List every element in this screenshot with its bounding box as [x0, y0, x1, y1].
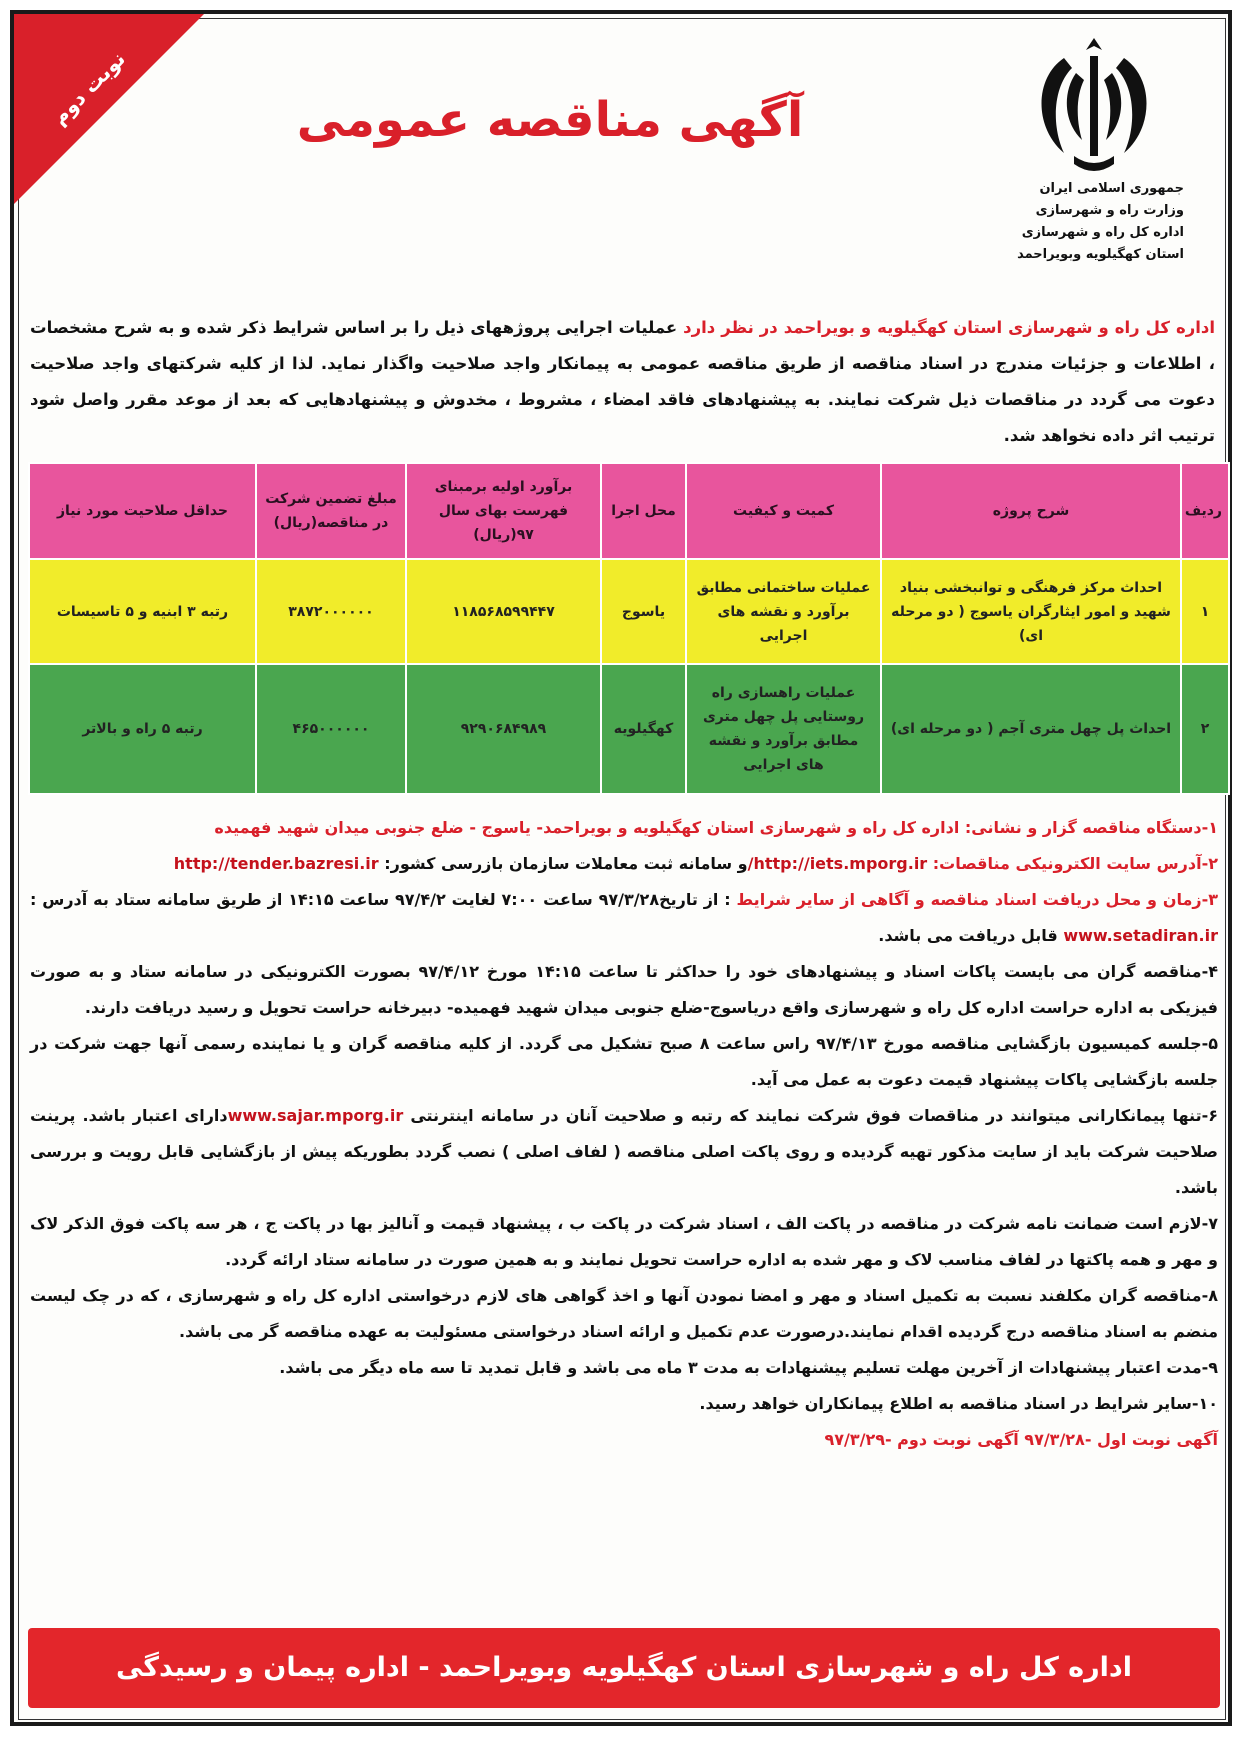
round-badge-label: نوبت دوم — [47, 46, 130, 130]
item-3-text: : از تاریخ۹۷/۳/۲۸ ساعت ۷:۰۰ لغایت ۹۷/۴/۲ ساعت ۱۴:۱۵ از طریق سامانه ستاد به آدرس : — [30, 890, 737, 909]
cell-description: احداث پل چهل متری آجم ( دو مرحله ای) — [881, 664, 1181, 794]
page-title: آگهی مناقصه عمومی — [296, 92, 804, 148]
item-3-label: ۳-زمان و محل دریافت اسناد مناقصه و آگاهی از سایر شرایط — [736, 890, 1219, 909]
round-badge-triangle — [14, 14, 204, 204]
cell-grade: رتبه ۵ راه و بالاتر — [29, 664, 256, 794]
projects-table — [28, 462, 1230, 795]
conditions-list — [30, 810, 1218, 1458]
footer-banner: اداره کل راه و شهرسازی استان کهگیلویه وبویراحمد - اداره پیمان و رسیدگی — [28, 1628, 1220, 1708]
cell-description: احداث مرکز فرهنگی و توانبخشی بنیاد شهید و امور ایثارگران یاسوج ( دو مرحله ای) — [881, 559, 1181, 664]
tender-link[interactable]: http://tender.bazresi.ir — [173, 854, 379, 873]
header-bond: مبلغ تضمین شرکت در مناقصه(ریال) — [256, 463, 406, 559]
cell-place: یاسوج — [601, 559, 686, 664]
header-description: شرح پروژه — [881, 463, 1181, 559]
item-6 — [30, 1098, 1218, 1206]
cell-estimate: ۱۱۸۵۶۸۵۹۹۴۴۷ — [406, 559, 601, 664]
cell-place: کهگیلویه — [601, 664, 686, 794]
table-row — [29, 664, 1229, 794]
item-3 — [30, 882, 1218, 954]
ministry-line-1: جمهوری اسلامی ایران — [1039, 181, 1184, 196]
sajar-link[interactable]: www.sajar.mporg.ir — [227, 1106, 404, 1125]
header-row-number: ردیف — [1181, 463, 1229, 559]
setadiran-link[interactable]: www.setadiran.ir — [1063, 926, 1218, 945]
table-row — [29, 559, 1229, 664]
item-10: ۱۰-سایر شرایط در اسناد مناقصه به اطلاع پیمانکاران خواهد رسید. — [699, 1394, 1218, 1413]
table-header-row — [29, 463, 1229, 559]
ministry-line-2: وزارت راه و شهرسازی — [1035, 203, 1184, 218]
intro-text: عملیات اجرایی پروژههای ذیل را بر اساس شرایط ذکر شده و به شرح مشخصات ، اطلاعات و جزئیات مندرج در اسناد مناقصه از طریق مناقصه عمومی به پیمانکار واجد صلاحیت واگذار نماید. لذا از کلیه شرکتهای واجد صلاحیت دعوت می گردد در مناقصات ذیل شرکت نمایند. به پیشنهادهای فاقد امضاء ، مشروط ، مخدوش و پیشنهادهایی که بعد از موعد مقرر واصل شود ترتیب اثر داده نخواهد شد. — [30, 318, 1215, 445]
header-quantity: کمیت و کیفیت — [686, 463, 881, 559]
item-6-text: ۶-تنها پیمانکارانی میتوانند در مناقصات فوق شرکت نمایند که رتبه و صلاحیت آنان در سامانه اینترنتی — [403, 1106, 1219, 1125]
ministry-block — [984, 178, 1184, 266]
item-7: ۷-لازم است ضمانت نامه شرکت در مناقصه در پاکت الف ، اسناد شرکت در پاکت ب ، پیشنهاد قیمت و آنالیز بها در پاکت ج ، هر سه پاکت فوق الذکر لاک و مهر و همه پاکتها در لفاف مناسب لاک و مهر شده به اداره حراست تحویل نمایند و به همین صورت در سامانه ستاد ارائه گردد. — [30, 1214, 1218, 1269]
cell-quantity: عملیات راهسازی راه روستایی پل چهل متری مطابق برآورد و نقشه های اجرایی — [686, 664, 881, 794]
intro-paragraph — [30, 310, 1215, 454]
iets-link[interactable]: http://iets.mporg.ir/ — [747, 854, 928, 873]
intro-organizer: اداره کل راه و شهرسازی استان کهگیلویه و بویراحمد در نظر دارد — [683, 318, 1215, 337]
cell-grade: رتبه ۳ ابنیه و ۵ تاسیسات — [29, 559, 256, 664]
item-8: ۸-مناقصه گران مکلفند نسبت به تکمیل اسناد و مهر و امضا نمودن آنها و اخذ گواهی های لازم درخواستی اداره کل راه و شهرسازی ، که در چک لیست منضم به اسناد مناقصه درج گردیده اقدام نمایند.درصورت عدم تکمیل و ارائه اسناد درخواستی مسئولیت به عهده مناقصه گر می باشد. — [30, 1286, 1218, 1341]
item-5: ۵-جلسه کمیسیون بازگشایی مناقصه مورخ ۹۷/۴/۱۳ راس ساعت ۸ صبح تشکیل می گردد. از کلیه مناقصه گران و یا نماینده رسمی آنها جهت شرکت در جلسه بازگشایی پاکات پیشنهاد قیمت دعوت به عمل می آید. — [30, 1034, 1219, 1089]
item-1: ۱-دستگاه مناقصه گزار و نشانی: اداره کل راه و شهرسازی استان کهگیلویه و بویراحمد- یاسوج - ضلع جنوبی میدان شهید فهمیده — [214, 818, 1218, 837]
cell-quantity: عملیات ساختمانی مطابق برآورد و نقشه های اجرایی — [686, 559, 881, 664]
ministry-line-3: اداره کل راه و شهرسازی — [1021, 225, 1184, 240]
item-2-text: و سامانه ثبت معاملات سازمان بازرسی کشور: — [378, 854, 748, 873]
header-place: محل اجرا — [601, 463, 686, 559]
item-4: ۴-مناقصه گران می بایست پاکات اسناد و پیشنهادهای خود را حداکثر تا ساعت ۱۴:۱۵ مورخ ۹۷/۴/۱۲ بصورت الکترونیکی در سامانه ستاد و به صورت فیزیکی به اداره حراست اداره کل راه و شهرسازی واقع دریاسوج-ضلع جنوبی میدان شهید فهمیده- دبیرخانه حراست تحویل و رسید دریافت دارند. — [30, 962, 1218, 1017]
cell-row-number: ۲ — [1181, 664, 1229, 794]
publication-dates: آگهی نوبت اول -۹۷/۳/۲۸ آگهی نوبت دوم -۹۷/۳/۲۹ — [824, 1430, 1218, 1449]
item-6-end: دارای اعتبار باشد. پرینت صلاحیت شرکت باید از سایت مذکور تهیه گردیده و روی پاکت اصلی مناقصه ( لفاف اصلی ) نصب گردد بطوریکه پیش از بازگشایی قابل رویت و بررسی باشد. — [30, 1106, 1218, 1197]
item-2-label: ۲-آدرس سایت الکترونیکی مناقصات: — [927, 854, 1218, 873]
item-2 — [30, 846, 1218, 882]
cell-estimate: ۹۲۹۰۶۸۴۹۸۹ — [406, 664, 601, 794]
header-grade: حداقل صلاحیت مورد نیاز — [29, 463, 256, 559]
cell-bond: ۴۶۵۰۰۰۰۰۰ — [256, 664, 406, 794]
item-9: ۹-مدت اعتبار پیشنهادات از آخرین مهلت تسلیم پیشنهادات به مدت ۳ ماه می باشد و قابل تمدید تا سه ماه دیگر می باشد. — [279, 1358, 1218, 1377]
item-3-end: قابل دریافت می باشد. — [878, 926, 1064, 945]
header-estimate: برآورد اولیه برمبنای فهرست بهای سال ۹۷(ریال) — [406, 463, 601, 559]
ministry-line-4: استان کهگیلویه وبویراحمد — [1017, 247, 1184, 262]
cell-row-number: ۱ — [1181, 559, 1229, 664]
round-badge — [14, 14, 204, 204]
cell-bond: ۳۸۷۲۰۰۰۰۰۰ — [256, 559, 406, 664]
iran-emblem-icon — [1024, 28, 1164, 178]
